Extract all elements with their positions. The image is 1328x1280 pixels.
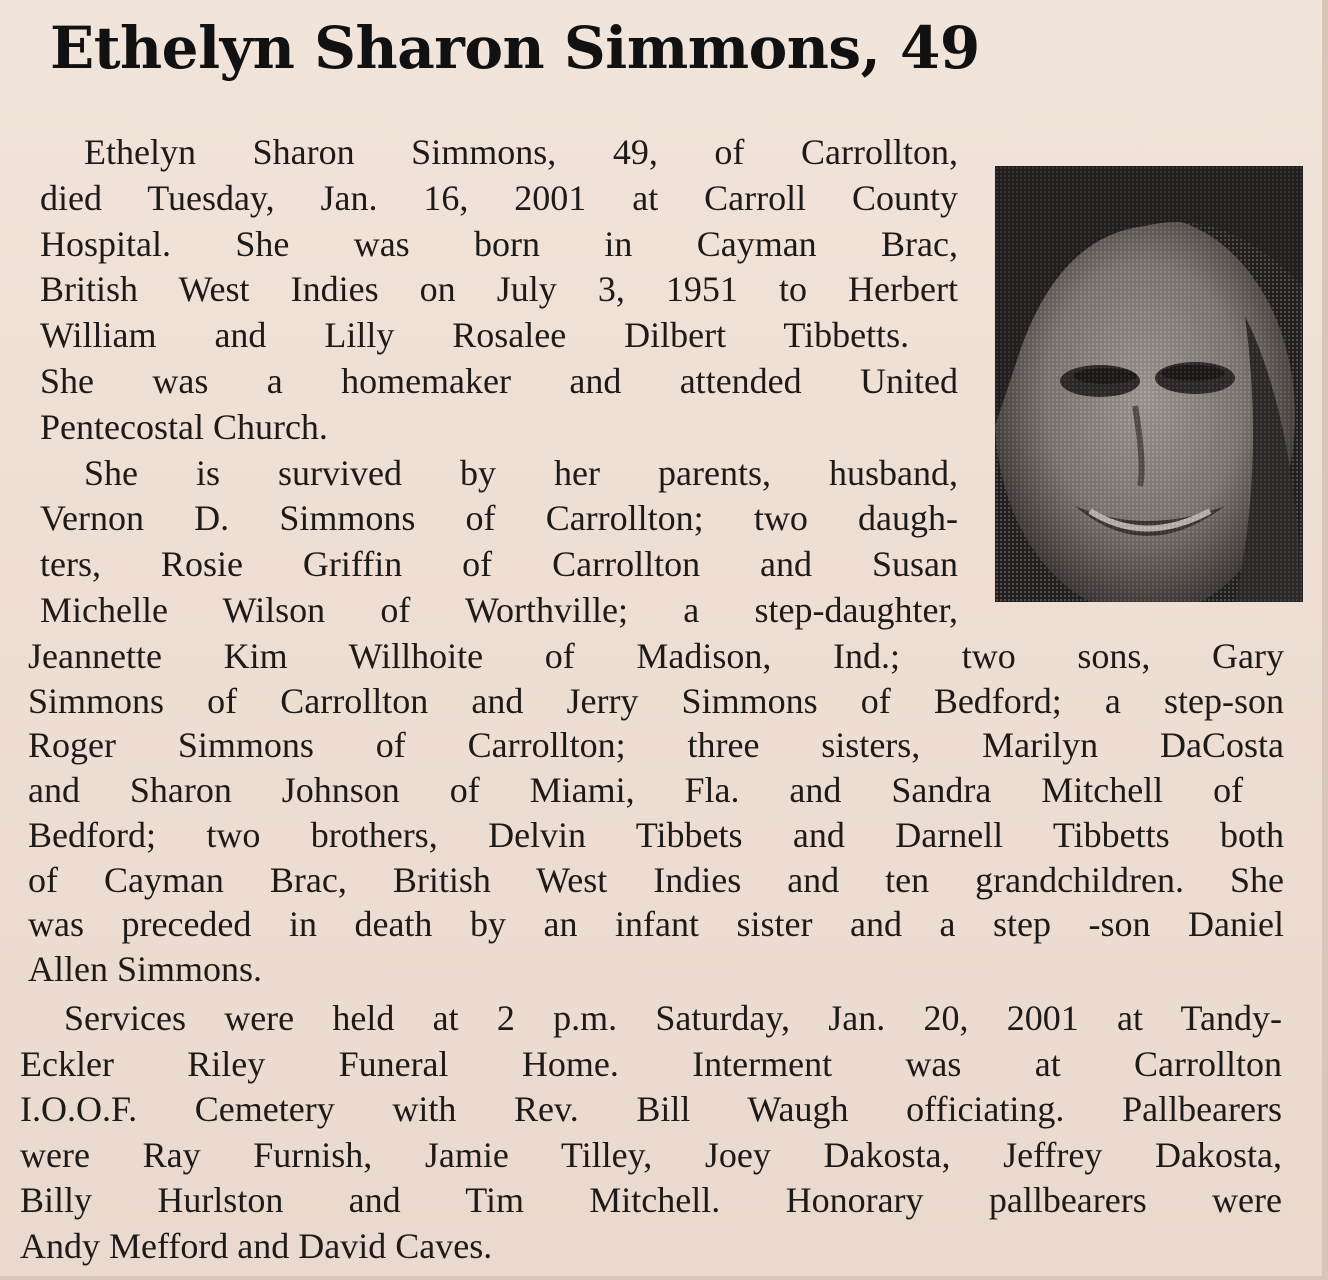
text-line: I.O.O.F. Cemetery with Rev. Bill Waugh officiating. Pallbearers <box>20 1089 1282 1130</box>
text-line: Pentecostal Church. <box>40 406 328 447</box>
portrait-photo <box>995 166 1303 602</box>
text-line: Eckler Riley Funeral Home. Interment was at Carrollton <box>20 1043 1282 1084</box>
portrait-image <box>995 166 1303 602</box>
paragraph-survivors <box>28 634 1284 992</box>
text-line: She is survived by her parents, husband, <box>84 452 958 493</box>
text-line: Roger Simmons of Carrollton; three sisters, Marilyn DaCosta <box>28 725 1284 766</box>
text-line: Andy Mefford and David Caves. <box>20 1225 493 1266</box>
text-line: Vernon D. Simmons of Carrollton; two daugh- <box>40 498 958 539</box>
text-line: Bedford; two brothers, Delvin Tibbets and Darnell Tibbetts both <box>28 814 1284 855</box>
text-line: was preceded in death by an infant sister and a step -son Daniel <box>28 904 1284 945</box>
obituary-headline: Ethelyn Sharon Simmons, 49 <box>50 14 980 82</box>
text-line: William and Lilly Rosalee Dilbert Tibbetts. <box>40 315 910 356</box>
text-line: British West Indies on July 3, 1951 to Herbert <box>40 269 958 310</box>
text-line: Ethelyn Sharon Simmons, 49, of Carrollton, <box>84 132 958 172</box>
text-line: Jeannette Kim Willhoite of Madison, Ind.; two sons, Gary <box>28 636 1284 676</box>
text-line: Hospital. She was born in Cayman Brac, <box>40 223 958 264</box>
paragraph-birth-details <box>40 130 958 634</box>
text-line: died Tuesday, Jan. 16, 2001 at Carroll County <box>40 177 958 218</box>
text-line: Billy Hurlston and Tim Mitchell. Honorary pallbearers were <box>20 1180 1282 1221</box>
text-line: ters, Rosie Griffin of Carrollton and Susan <box>40 544 958 585</box>
text-line: were Ray Furnish, Jamie Tilley, Joey Dakosta, Jeffrey Dakosta, <box>20 1134 1282 1175</box>
text-line: Simmons of Carrollton and Jerry Simmons of Bedford; a step-son <box>28 680 1284 721</box>
text-line: Services were held at 2 p.m. Saturday, Jan. 20, 2001 at Tandy- <box>64 998 1282 1038</box>
text-line: and Sharon Johnson of Miami, Fla. and Sandra Mitchell of <box>28 770 1244 811</box>
text-line: of Cayman Brac, British West Indies and ten grandchildren. She <box>28 859 1284 900</box>
paragraph-services <box>20 996 1282 1270</box>
text-line: Allen Simmons. <box>28 948 263 989</box>
text-line: Michelle Wilson of Worthville; a step-daughter, <box>40 589 958 630</box>
text-line: She was a homemaker and attended United <box>40 360 958 401</box>
